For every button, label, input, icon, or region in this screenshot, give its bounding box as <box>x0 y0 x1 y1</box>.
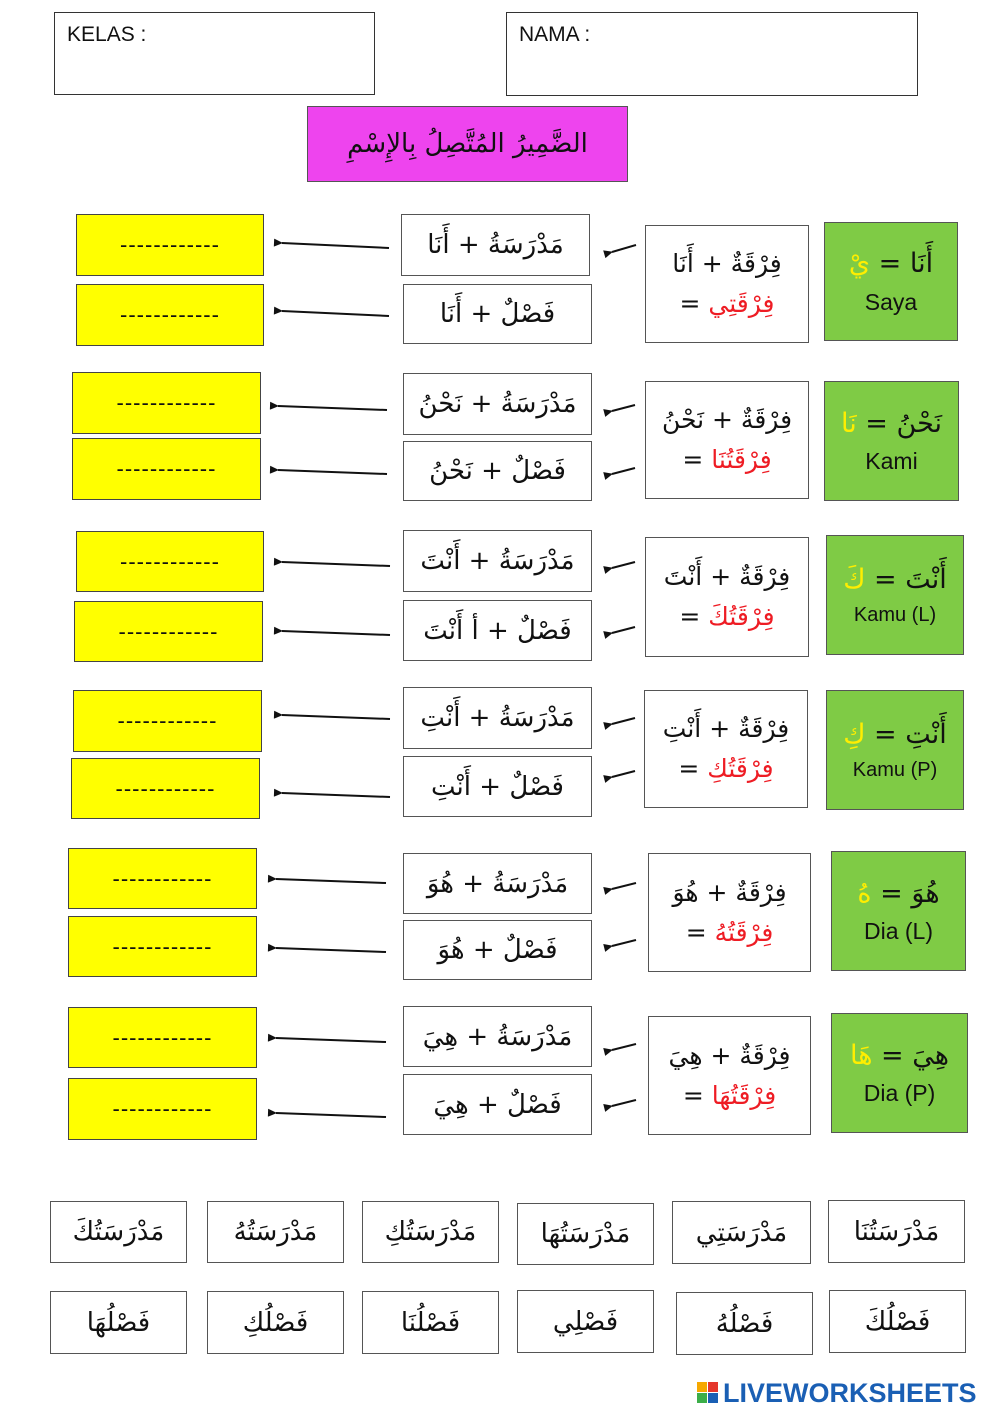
example-box: فِرْقَةٌ + هُوَ فِرْقَتُهُ = <box>648 853 811 972</box>
brand-logo <box>697 1376 997 1410</box>
arrow-line <box>612 883 636 889</box>
question-box: مَدْرَسَةُ + أَنْتِ <box>403 687 592 749</box>
example-result: فِرْقَتُنَا <box>711 445 772 474</box>
arrow-line <box>276 948 386 952</box>
arrow-line <box>282 793 390 797</box>
arrow-line <box>612 562 635 568</box>
question-box: فَصْلٌ + أَنْتِ <box>403 756 592 817</box>
example-box: فِرْقَةٌ + نَحْنُ فِرْقَتُنَا = <box>645 381 809 499</box>
example-result: فِرْقَتُكِ <box>707 754 774 783</box>
word-chip[interactable]: مَدْرَسَتُنَا <box>828 1200 965 1263</box>
arrow-line <box>282 562 390 566</box>
arrow-line <box>276 1038 386 1042</box>
word-chip[interactable]: فَصْلُهَا <box>50 1291 187 1354</box>
pronoun-box: أَنَا = يْ Saya <box>824 222 958 341</box>
arrow-line <box>612 771 635 777</box>
arrow-line <box>282 715 390 719</box>
arrow-line <box>612 245 636 252</box>
question-box: مَدْرَسَةُ + هِيَ <box>403 1006 592 1067</box>
nama-label: NAMA : <box>519 23 591 46</box>
pronoun-arabic: أَنْتَ <box>905 563 947 595</box>
arrow-line <box>612 1044 636 1050</box>
pronoun-meaning: Saya <box>864 288 918 315</box>
arrow-line <box>276 879 386 883</box>
arrow-line <box>612 718 635 724</box>
example-box: فِرْقَةٌ + هِيَ فِرْقَتُهَا = <box>648 1016 811 1135</box>
pronoun-meaning: Dia (P) <box>863 1080 936 1106</box>
answer-box[interactable]: ------------ <box>76 214 264 276</box>
question-box: مَدْرَسَةُ + أَنْتَ <box>403 530 592 592</box>
arrow-line <box>278 406 387 410</box>
example-result: فِرْقَتِي <box>708 289 775 318</box>
pronoun-suffix: يْ <box>848 248 871 279</box>
pronoun-box: هُوَ = هُ Dia (L) <box>831 851 966 971</box>
arrow-line <box>282 243 389 248</box>
brand-mark-icon <box>697 1382 719 1404</box>
example-result: فِرْقَتُكَ <box>708 602 775 631</box>
answer-box[interactable]: ------------ <box>68 1078 257 1140</box>
pronoun-meaning: Dia (L) <box>863 918 933 944</box>
example-top: فِرْقَةٌ + أَنْتَ <box>663 562 791 591</box>
kelas-label: KELAS : <box>67 23 147 46</box>
example-top: فِرْقَةٌ + هِيَ <box>668 1040 791 1070</box>
brand-text: LIVEWORKSHEETS <box>723 1377 977 1408</box>
pronoun-suffix: كِ <box>843 718 866 750</box>
pronoun-meaning: Kami <box>865 448 918 474</box>
pronoun-box: أَنْتِ = كِ Kamu (P) <box>826 690 964 810</box>
word-chip[interactable]: فَصْلُهُ <box>676 1292 813 1355</box>
example-box: فِرْقَةٌ + أَنْتَ فِرْقَتُكَ = <box>645 537 809 657</box>
question-box: فَصْلٌ + نَحْنُ <box>403 441 592 501</box>
pronoun-box: أَنْتَ = كَ Kamu (L) <box>826 535 964 655</box>
page-title: الضَّمِيرُ المُتَّصِلُ بِالإِسْمِ <box>307 106 628 182</box>
question-box: فَصْلٌ + هُوَ <box>403 920 592 980</box>
example-box: فِرْقَةٌ + أَنْتِ فِرْقَتُكِ = <box>644 690 808 808</box>
arrow-line <box>278 470 387 474</box>
answer-box[interactable]: ------------ <box>71 758 260 819</box>
question-box: مَدْرَسَةُ + هُوَ <box>403 853 592 914</box>
answer-box[interactable]: ------------ <box>73 690 262 752</box>
word-chip[interactable]: فَصْلُكَ <box>829 1290 966 1353</box>
question-box: فَصْلٌ + أ أَنْتَ <box>403 600 592 661</box>
word-chip[interactable]: مَدْرَسَتُكِ <box>362 1201 499 1263</box>
arrow-line <box>612 405 635 411</box>
word-chip[interactable]: مَدْرَسَتُهُ <box>207 1201 344 1263</box>
arrow-line <box>612 468 635 474</box>
pronoun-arabic: أَنْتِ <box>905 718 947 750</box>
answer-box[interactable]: ------------ <box>76 284 264 346</box>
pronoun-arabic: هِيَ <box>912 1039 949 1071</box>
pronoun-suffix: نَا <box>840 407 857 439</box>
arrow-line <box>612 627 635 633</box>
pronoun-meaning: Kamu (L) <box>853 604 937 627</box>
pronoun-suffix: كَ <box>843 563 866 595</box>
example-box: فِرْقَةٌ + أَنَا فِرْقَتِي = <box>645 225 809 343</box>
word-chip[interactable]: مَدْرَسَتِي <box>672 1201 811 1264</box>
arrow-line <box>276 1113 386 1117</box>
example-top: فِرْقَةٌ + أَنْتِ <box>662 714 790 743</box>
answer-box[interactable]: ------------ <box>68 848 257 909</box>
example-top: فِرْقَةٌ + هُوَ <box>672 877 787 907</box>
pronoun-suffix: هُ <box>857 877 872 909</box>
pronoun-suffix: هَا <box>849 1039 873 1071</box>
arrow-line <box>282 631 390 635</box>
word-chip[interactable]: فَصْلُكِ <box>207 1291 344 1354</box>
answer-box[interactable]: ------------ <box>68 1007 257 1068</box>
question-box: مَدْرَسَةُ + أَنَا <box>401 214 590 276</box>
word-chip[interactable]: مَدْرَسَتُكَ <box>50 1201 187 1263</box>
word-chip[interactable]: فَصْلِي <box>517 1290 654 1353</box>
example-top: فِرْقَةٌ + أَنَا <box>672 249 782 278</box>
pronoun-meaning: Kamu (P) <box>852 759 938 782</box>
pronoun-arabic: هُوَ <box>911 877 940 909</box>
arrow-line <box>282 311 389 316</box>
answer-box[interactable]: ------------ <box>74 601 263 662</box>
pronoun-box: هِيَ = هَا Dia (P) <box>831 1013 968 1133</box>
pronoun-arabic: أَنَا <box>909 248 934 279</box>
example-result: فِرْقَتُهُ <box>714 917 774 947</box>
question-box: فَصْلٌ + أَنَا <box>403 284 592 344</box>
answer-box[interactable]: ------------ <box>68 916 257 977</box>
example-result: فِرْقَتُهَا <box>711 1080 777 1110</box>
example-top: فِرْقَةٌ + نَحْنُ <box>661 405 793 434</box>
word-chip[interactable]: فَصْلُنَا <box>362 1291 499 1354</box>
pronoun-box: نَحْنُ = نَا Kami <box>824 381 959 501</box>
word-chip[interactable]: مَدْرَسَتُهَا <box>517 1203 654 1265</box>
pronoun-arabic: نَحْنُ <box>896 407 943 439</box>
arrow-line <box>612 940 636 946</box>
answer-box[interactable]: ------------ <box>72 438 261 500</box>
question-box: فَصْلٌ + هِيَ <box>403 1074 592 1135</box>
answer-box[interactable]: ------------ <box>72 372 261 434</box>
arrow-line <box>612 1100 636 1106</box>
question-box: مَدْرَسَةُ + نَحْنُ <box>403 373 592 435</box>
answer-box[interactable]: ------------ <box>76 531 264 592</box>
